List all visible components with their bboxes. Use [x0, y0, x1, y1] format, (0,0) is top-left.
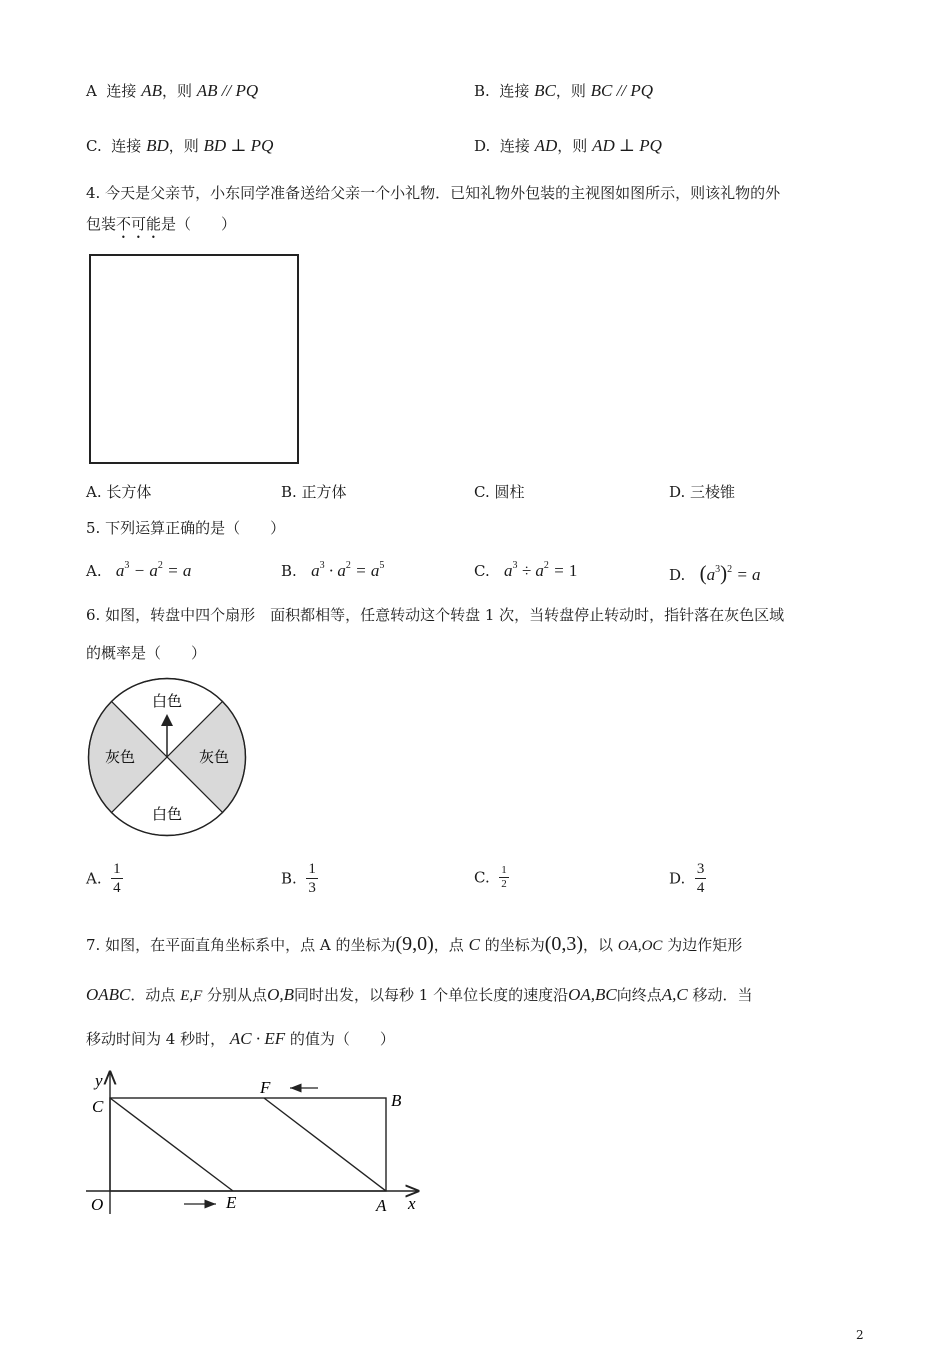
q5-option-b — [281, 561, 384, 581]
rectangle-oabc — [110, 1098, 386, 1191]
q3-option-b-stmt: BC // PQ — [590, 81, 654, 100]
q5-option-a — [86, 561, 191, 581]
q7-l1-c: ，点 — [433, 936, 464, 954]
q6-option-a-num: 1 — [113, 861, 121, 877]
q3-option-d-pre: 连接 — [499, 137, 530, 155]
q7-l2-b: ．动点 — [130, 986, 176, 1004]
q7-l2-h: 向终点 — [616, 986, 662, 1004]
q6-option-b-den: 3 — [308, 880, 316, 896]
q3-option-c-stmt: BD ⊥ PQ — [203, 136, 274, 155]
label-o: O — [91, 1195, 104, 1214]
q6-option-a-den: 4 — [113, 880, 121, 896]
q7-l1-i: 为边作矩形 — [667, 936, 743, 954]
q6-option-b — [281, 860, 318, 897]
q3-option-d-seg: AD — [534, 136, 558, 155]
q7-stem-line1 — [86, 933, 742, 956]
q7-rect-name: OABC — [86, 985, 131, 1004]
q4-stem-line2-pre: 包装 — [86, 215, 117, 233]
q6-stem-line1: 6. 如图，转盘中四个扇形 面积都相等，任意转动这个转盘 1 次，当转盘停止转动时，指针落在灰色区域 — [86, 606, 785, 624]
q4-stem-line2-post: 是（ ） — [161, 215, 237, 233]
q7-coordinate-figure — [84, 1068, 430, 1220]
q6-option-c-den: 2 — [501, 878, 507, 890]
q6-option-d-num: 3 — [696, 861, 705, 877]
q5-option-b-expr: $a^3 \cdot a^2 = a^5$ — [311, 560, 385, 580]
spinner-label-right: 灰色 — [198, 748, 230, 766]
q3-option-a-stmt: AB // PQ — [196, 81, 259, 100]
q7-sides: OA,OC — [617, 938, 663, 954]
q7-coord-a: (9,0) — [395, 933, 434, 955]
q6-stem-line2: 的概率是（ ） — [86, 644, 207, 662]
q6-option-d-den: 4 — [696, 880, 705, 896]
q3-option-a-label: A — [86, 82, 97, 100]
q4-stem-line1: 4. 今天是父亲节，小东同学准备送给父亲一个小礼物．已知礼物外包装的主视图如图所示，则该礼物的外 — [86, 184, 781, 202]
q3-option-b — [474, 80, 653, 101]
q7-l2-f: 同时出发，以每秒 1 个单位长度的速度沿 — [293, 986, 569, 1004]
q6-option-a-fraction — [111, 860, 123, 897]
q3-option-c-pre: 连接 — [111, 137, 142, 155]
q6-option-d — [669, 860, 706, 897]
q3-option-a — [86, 80, 258, 101]
q6-option-c — [474, 864, 509, 891]
q5-option-c — [474, 561, 577, 581]
q7-l3-c: 的值为（ ） — [289, 1030, 395, 1048]
q4-option-a: A. 长方体 — [86, 483, 152, 501]
spinner-label-top: 白色 — [151, 692, 183, 710]
q3-option-b-pre: 连接 — [499, 82, 530, 100]
segment-ce — [110, 1098, 233, 1191]
q3-option-a-mid: ，则 — [161, 82, 192, 100]
page-number: 2 — [856, 1328, 864, 1342]
q7-l1-e: 的坐标为 — [484, 936, 545, 954]
q7-dot-product: AC · EF — [229, 1029, 286, 1048]
q7-start-points: O,B — [267, 985, 294, 1004]
q7-l3-a: 移动时间为 4 秒时， — [86, 1030, 226, 1048]
label-c: C — [92, 1097, 104, 1116]
segment-fa — [264, 1098, 386, 1191]
q6-option-b-num: 1 — [308, 861, 316, 877]
q5-option-b-label: B. — [281, 562, 297, 580]
q5-option-a-label: A. — [86, 562, 102, 580]
q3-option-c-mid: ，则 — [168, 137, 199, 155]
q4-option-b: B. 正方体 — [281, 483, 347, 501]
q6-spinner — [86, 676, 248, 838]
q3-option-b-mid: ，则 — [555, 82, 586, 100]
label-f: F — [260, 1078, 271, 1097]
q4-emphasis: 不可能 — [116, 215, 162, 233]
q4-front-view-square — [89, 254, 299, 464]
q6-option-a — [86, 860, 123, 897]
spinner-label-bottom: 白色 — [151, 805, 183, 823]
q5-option-d-label: D. — [669, 566, 686, 584]
q7-end-points: A,C — [661, 985, 688, 1004]
q6-option-c-num: 1 — [501, 864, 507, 876]
q7-moving-points: E,F — [180, 988, 203, 1004]
q3-option-b-label: B. — [474, 82, 490, 100]
q6-option-a-label: A. — [86, 869, 102, 888]
q3-option-b-seg: BC — [534, 81, 556, 100]
q5-option-d — [669, 561, 761, 586]
q5-option-d-expr: $(a^3)^2 = a$ — [699, 561, 761, 585]
q7-l2-j: 移动．当 — [692, 986, 753, 1004]
q6-option-d-label: D. — [669, 869, 686, 888]
q7-paths: OA,BC — [568, 985, 617, 1004]
spinner-label-left: 灰色 — [104, 748, 136, 766]
q6-option-b-fraction — [306, 860, 318, 897]
q7-stem-line3 — [86, 1028, 395, 1049]
q7-coord-c: (0,3) — [544, 933, 584, 955]
q6-option-d-fraction — [695, 860, 707, 897]
q5-option-a-expr: $a^3 - a^2 = a$ — [115, 560, 192, 580]
q3-option-c-seg: BD — [146, 136, 169, 155]
q5-stem: 5. 下列运算正确的是（ ） — [86, 519, 286, 537]
q3-option-a-pre: 连接 — [106, 82, 137, 100]
label-a: A — [376, 1196, 387, 1215]
label-y: y — [95, 1071, 103, 1090]
q3-option-a-seg: AB — [141, 81, 162, 100]
q7-l2-d: 分别从点 — [207, 986, 268, 1004]
q5-option-c-label: C. — [474, 562, 490, 580]
q5-option-c-expr: $a^3 \div a^2 = 1$ — [504, 560, 578, 580]
q3-option-c — [86, 135, 273, 156]
q3-option-d-stmt: AD ⊥ PQ — [592, 136, 662, 155]
label-x: x — [408, 1194, 416, 1213]
q3-option-d-mid: ，则 — [557, 137, 588, 155]
q7-point-c: C — [468, 935, 480, 954]
q7-l1-a: 7. 如图，在平面直角坐标系中，点 A 的坐标为 — [86, 936, 396, 954]
q3-option-d-label: D. — [474, 137, 491, 155]
q4-stem-line2 — [86, 213, 236, 242]
label-e: E — [226, 1193, 237, 1212]
q7-l1-g: ，以 — [583, 936, 614, 954]
q6-option-c-fraction — [499, 864, 509, 891]
q3-option-c-label: C. — [86, 137, 102, 155]
q3-option-d — [474, 135, 662, 156]
label-b: B — [391, 1091, 402, 1110]
q6-option-c-label: C. — [474, 868, 490, 887]
q4-option-d: D. 三棱锥 — [669, 483, 736, 501]
q6-option-b-label: B. — [281, 869, 297, 888]
q7-stem-line2 — [86, 984, 753, 1005]
q4-option-c: C. 圆柱 — [474, 483, 525, 501]
